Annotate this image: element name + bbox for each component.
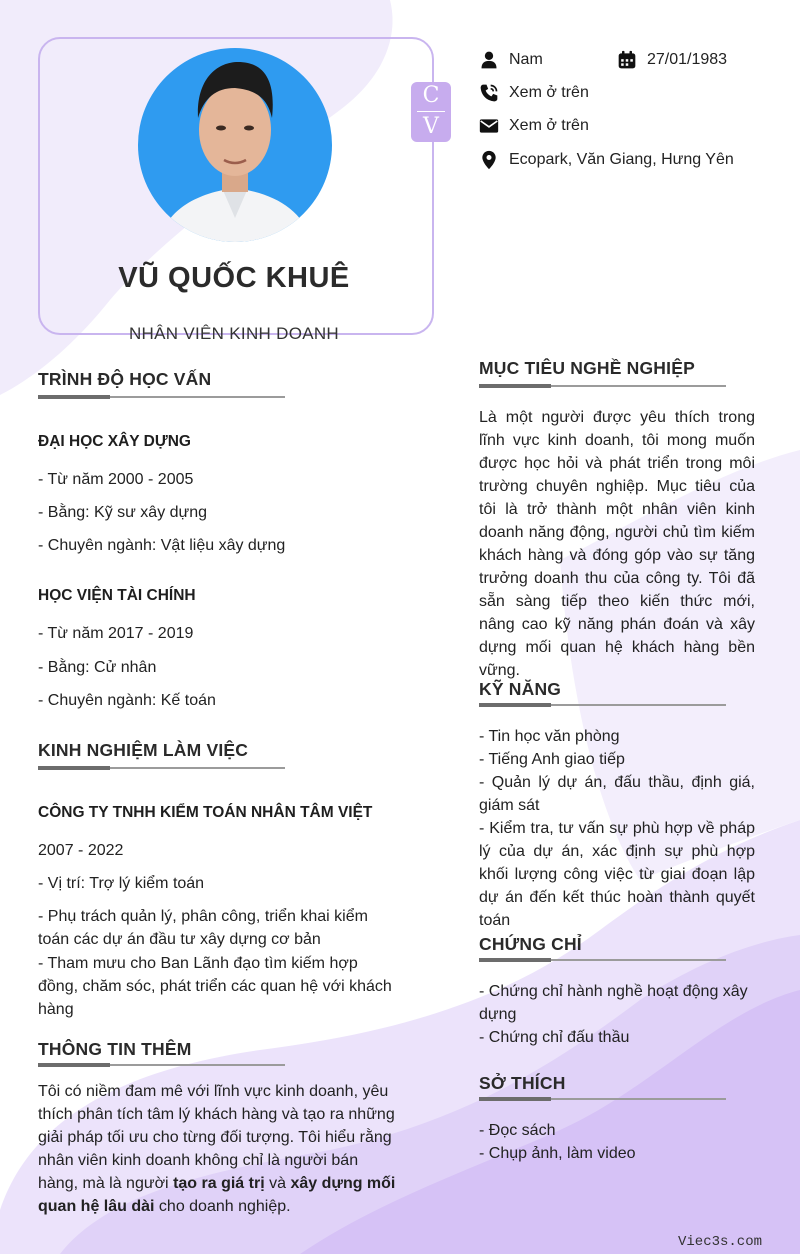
objective-title: MỤC TIÊU NGHỀ NGHIỆP	[479, 358, 695, 378]
hobby-item: - Chụp ảnh, làm video	[479, 1145, 636, 1162]
work-period: 2007 - 2022	[38, 842, 124, 859]
work-position: - Vị trí: Trợ lý kiểm toán	[38, 875, 205, 892]
school-line: - Bằng: Kỹ sư xây dựng	[38, 504, 208, 521]
hobbies-rule	[479, 1098, 726, 1100]
school-line: - Bằng: Cử nhân	[38, 659, 157, 676]
contact-gender: Nam	[479, 50, 543, 70]
certificates-list	[479, 980, 757, 1049]
certificate-item: - Chứng chỉ đấu thầu	[479, 1029, 630, 1046]
school-line: - Từ năm 2000 - 2005	[38, 471, 194, 488]
contact-phone: Xem ở trên	[479, 83, 589, 103]
school-line: - Từ năm 2017 - 2019	[38, 625, 194, 642]
candidate-name: VŨ QUỐC KHUÊ	[118, 262, 350, 294]
certificates-rule	[479, 959, 726, 961]
experience-title: KINH NGHIỆM LÀM VIỆC	[38, 740, 249, 760]
cv-badge-top: C	[422, 83, 440, 108]
school-name: HỌC VIỆN TÀI CHÍNH	[38, 587, 196, 604]
skills-title: KỸ NĂNG	[479, 679, 562, 699]
candidate-role: NHÂN VIÊN KINH DOANH	[128, 324, 340, 343]
cv-badge-bottom: V	[423, 114, 439, 139]
education-rule	[38, 396, 285, 398]
skill-item: - Quản lý dự án, đấu thầu, định giá, giám sát	[479, 774, 755, 814]
skill-item: - Tiếng Anh giao tiếp	[479, 751, 625, 768]
hobby-item: - Đọc sách	[479, 1122, 556, 1139]
hobbies-title: SỞ THÍCH	[479, 1073, 566, 1093]
person-icon	[479, 50, 499, 70]
school-line: - Chuyên ngành: Kế toán	[38, 692, 216, 709]
footer-site: Viec3s.com	[677, 1234, 762, 1250]
certificates-title: CHỨNG CHỈ	[479, 934, 582, 954]
phone-icon	[479, 83, 499, 103]
school-line: - Chuyên ngành: Vật liệu xây dựng	[38, 537, 286, 554]
work-duty: - Tham mưu cho Ban Lãnh đạo tìm kiếm hợp đồng, chăm sóc, phát triển các quan hệ với khách hàng	[38, 955, 392, 1018]
objective-rule	[479, 385, 726, 387]
envelope-icon	[479, 116, 499, 136]
objective-text: Là một người được yêu thích trong lĩnh vực kinh doanh, tôi mong muốn được học hỏi và phát triển trong môi trường chuyên nghiệp. Mục tiêu của tôi là trở thành một nhân viên kinh doanh năng động, người chủ tìm kiếm khách hàng và đóng góp vào sự tăng trưởng doanh thu của công ty. Tôi đã sẵn sàng tiếp theo kiến thức mới, nâng cao kỹ năng phán đoán và xây dựng mối quan hệ khách hàng bền vững.	[479, 409, 755, 679]
school-name: ĐẠI HỌC XÂY DỰNG	[38, 433, 191, 450]
contact-address: Ecopark, Văn Giang, Hưng Yên	[479, 150, 734, 170]
more-info-rule	[38, 1064, 285, 1066]
contact-birthday: 27/01/1983	[617, 50, 727, 70]
skill-item: - Kiểm tra, tư vấn sự phù hợp về pháp lý của dự án, xác định sự phù hợp khối lượng công việc từ giai đoạn lập dự án đến kết thúc hoàn thành quyết toán	[479, 820, 755, 929]
skills-list	[479, 725, 755, 932]
education-title: TRÌNH ĐỘ HỌC VẤN	[38, 369, 212, 389]
skills-rule	[479, 704, 726, 706]
location-pin-icon	[479, 150, 499, 170]
work-duty: - Phụ trách quản lý, phân công, triển khai kiểm toán các dự án đầu tư xây dựng cơ bản	[38, 908, 368, 948]
hobbies-list	[479, 1119, 755, 1165]
avatar	[138, 48, 332, 242]
more-info-text: Tôi có niềm đam mê với lĩnh vực kinh doanh, yêu thích phân tích tâm lý khách hàng và tạo ra những giải pháp tối ưu cho từng đối tượng. Tôi hiểu rằng nhân viên kinh doanh không chỉ là người bán hàng, mà là người tạo ra giá trị và xây dựng mối quan hệ lâu dài cho doanh nghiệp.	[38, 1083, 396, 1215]
calendar-icon	[617, 50, 637, 70]
company-name: CÔNG TY TNHH KIỂM TOÁN NHÂN TÂM VIỆT	[38, 804, 373, 821]
skill-item: - Tin học văn phòng	[479, 728, 620, 745]
cv-badge	[411, 82, 451, 142]
certificate-item: - Chứng chỉ hành nghề hoạt động xây dựng	[479, 983, 748, 1023]
more-info-title: THÔNG TIN THÊM	[38, 1039, 192, 1059]
experience-rule	[38, 767, 285, 769]
contact-email: Xem ở trên	[479, 116, 589, 136]
